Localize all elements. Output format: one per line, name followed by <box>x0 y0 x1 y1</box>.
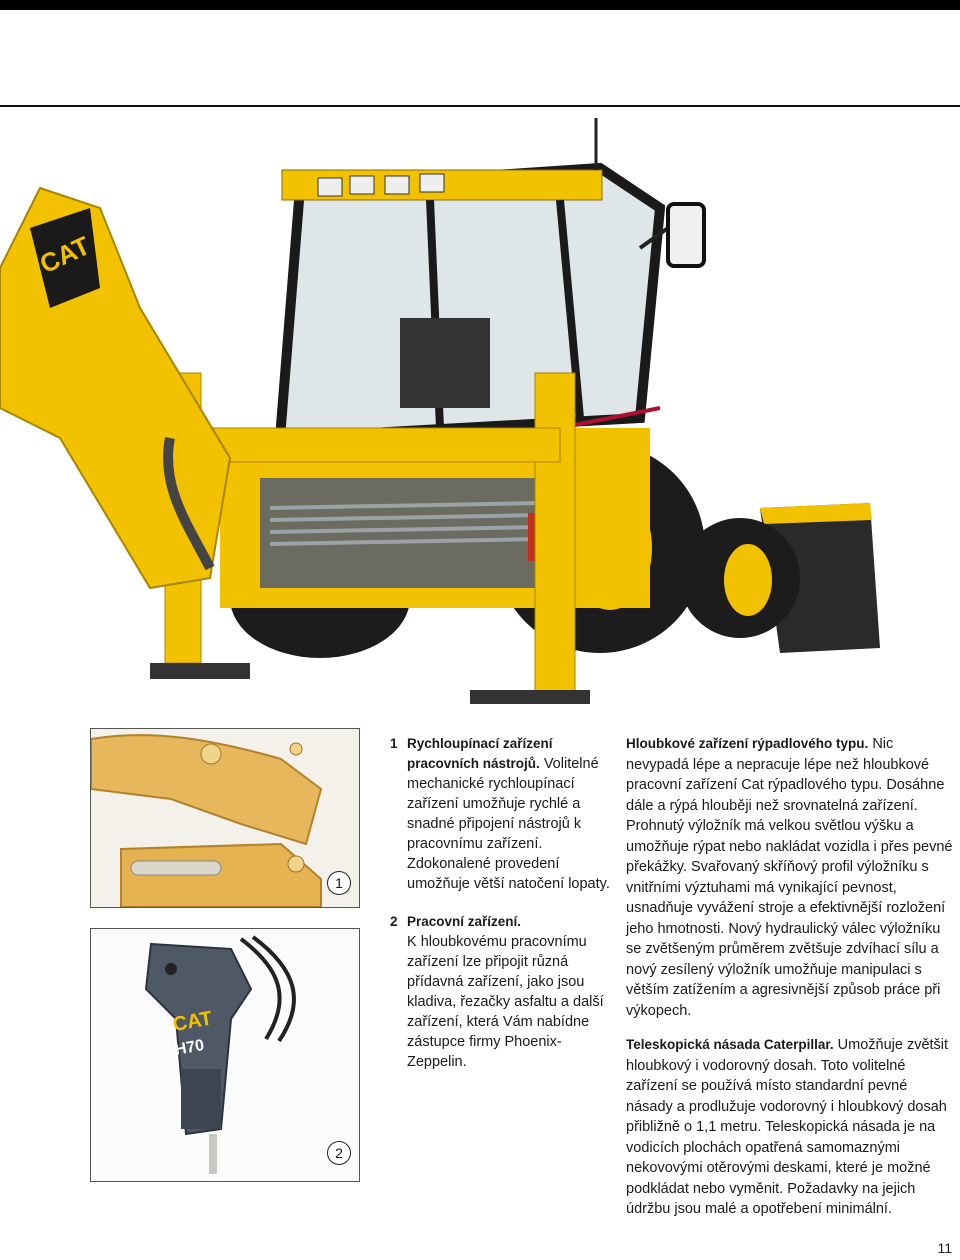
paragraph-title: Hloubkové zařízení rýpadlového typu. <box>626 736 869 751</box>
list-item <box>390 734 610 894</box>
hammer-cat-logo: CAT <box>171 1007 214 1037</box>
top-bar <box>0 0 960 10</box>
paragraph-text: Umožňuje zvětšit hloubkový i vodorovný dosah. Toto volitelné zařízení se používá místo standardní pevné násady a prodlužuje vodorovný i hloubkový dosah přibližně o 1,1 metru. Teleskopická násada je na vodicích plochách opatřená samomaznými nekovovými otěrovými deskami, které je možné podkládat nebo vyměnit. Požadavky na jejich údržbu jsou malé a opotřebení minimální. <box>626 1037 949 1217</box>
paragraph <box>626 734 956 1021</box>
item-number: 1 <box>390 736 398 751</box>
header-rule <box>0 105 960 107</box>
item-text: K hloubkovému pracovnímu zařízení lze připojit různá přídavná zařízení, jako jsou kladiva, řezačky asfaltu a další zařízení, která Vám nabídne zástupce firmy Phoenix-Zeppelin. <box>407 934 604 1070</box>
paragraph <box>626 1035 956 1220</box>
callout-badge-1: 1 <box>327 871 351 895</box>
numbered-items <box>390 734 610 1090</box>
item-text: Volitelné mechanické rychloupínací zařízení umožňuje rychlé a snadné připojení nástrojů k pracovnímu zařízení. Zdokonalené provedení umožňuje větší natočení lopaty. <box>407 756 610 892</box>
hydraulic-hammer-photo <box>90 928 360 1182</box>
paragraph-title: Teleskopická násada Caterpillar. <box>626 1037 834 1052</box>
hammer-model-label: H70 <box>173 1036 206 1059</box>
item-title: Pracovní zařízení. <box>407 914 522 929</box>
quick-coupler-photo <box>90 728 360 908</box>
callout-badge-2: 2 <box>327 1141 351 1165</box>
item-title: Rychloupínací zařízení pracovních nástrojů. <box>407 736 553 771</box>
page-number: 11 <box>937 1240 952 1256</box>
item-number: 2 <box>390 914 398 929</box>
cat-logo-text: CAT <box>35 230 95 280</box>
list-item <box>390 912 610 1072</box>
paragraph-text: Nic nevypadá lépe a nepracuje lépe než hloubkové pracovní zařízení Cat rýpadlového typu. Dosáhne dále a rýpá hlouběji než srovnatelná zařízení. Prohnutý výložník má velkou světlou výšku a umožňuje rýpat nebo nakládat vozidla i přes pevné překážky. Svařovaný skříňový profil výložníku s vnitřními výztuhami má vynikající pevnost, usnadňuje vyvážení stroje a efektivnější rozložení jeho hmotnosti. Nový hydraulický válec výložníku se zvětšeným průměrem zvětšuje zdvíhací sílu a nový zesílený výložník umožňuje manipulaci s větším zatížením a agresivnější způsob práce při výkopech. <box>626 736 953 1019</box>
backhoe-loader-photo <box>0 108 960 708</box>
body-text <box>626 734 956 1234</box>
